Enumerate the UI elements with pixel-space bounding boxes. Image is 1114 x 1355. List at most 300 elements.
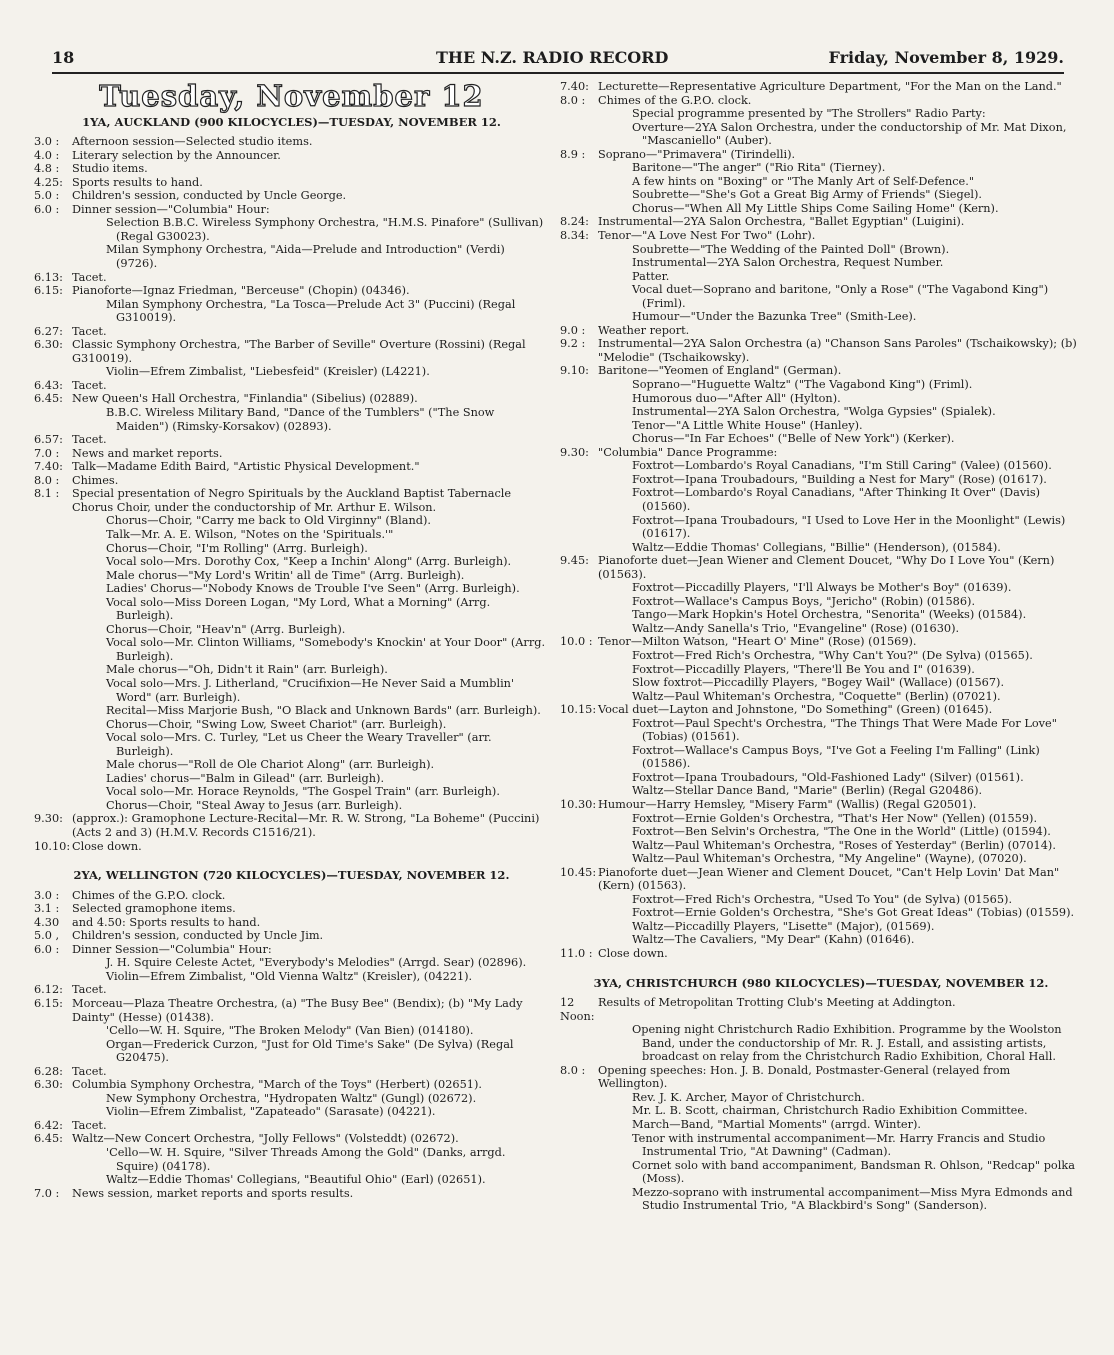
programme-time bbox=[34, 758, 72, 772]
programme-time bbox=[560, 310, 598, 324]
programme-time bbox=[34, 1092, 72, 1106]
programme-item bbox=[560, 1132, 1082, 1159]
programme-time bbox=[560, 107, 598, 121]
programme-item bbox=[560, 554, 1082, 581]
programme-text: Male chorus—"My Lord's Writin' all de Time" (Arrg. Burleigh). bbox=[106, 568, 465, 582]
programme-time bbox=[34, 785, 72, 799]
programme-time bbox=[34, 1105, 72, 1119]
programme-time: 6.42: bbox=[34, 1118, 63, 1132]
programme-text: Instrumental—2YA Salon Orchestra, Request Number. bbox=[632, 256, 944, 270]
programme-item bbox=[560, 215, 1082, 229]
programme-text: Foxtrot—Piccadilly Players, "I'll Always be Mother's Boy" (01639). bbox=[632, 581, 1012, 595]
programme-item bbox=[34, 542, 549, 556]
programme-time bbox=[560, 608, 598, 622]
programme-time bbox=[560, 405, 598, 419]
programme-text: New Symphony Orchestra, "Hydropaten Waltz" (Gungl) (02672). bbox=[106, 1091, 477, 1105]
programme-text: Instrumental—2YA Salon Orchestra (a) "Chanson Sans Paroles" (Tschaikowsky); (b) "Melodie" (Tschaikowsky). bbox=[598, 337, 1077, 364]
programme-text: 'Cello—W. H. Squire, "The Broken Melody" (Van Bien) (014180). bbox=[106, 1024, 474, 1038]
programme-text: Soprano—"Huguette Waltz" ("The Vagabond King") (Friml). bbox=[632, 378, 973, 392]
programme-item bbox=[560, 175, 1082, 189]
programme-item bbox=[560, 202, 1082, 216]
programme-time: 4.8 : bbox=[34, 162, 60, 176]
programme-time bbox=[560, 486, 598, 513]
programme-item bbox=[560, 649, 1082, 663]
programme-time: 3.0 : bbox=[34, 135, 60, 149]
programme-text: Opening night Christchurch Radio Exhibition. Programme by the Woolston Band, under the conductorship of Mr. R. J. Estall, and assisting artists, broadcast on relay from the Christchurch Radio Exhibition, Choral Hall. bbox=[632, 1023, 1062, 1064]
programme-item bbox=[34, 203, 549, 217]
programme-item bbox=[34, 365, 549, 379]
programme-text: News session, market reports and sports results. bbox=[72, 1186, 354, 1200]
programme-item bbox=[34, 1024, 549, 1038]
programme-time bbox=[560, 514, 598, 541]
programme-item bbox=[34, 983, 549, 997]
programme-text: Vocal solo—Mrs. Dorothy Cox, "Keep a Inchin' Along" (Arrg. Burleigh). bbox=[106, 555, 512, 569]
programme-time bbox=[560, 121, 598, 148]
programme-text: Violin—Efrem Zimbalist, "Zapateado" (Sarasate) (04221). bbox=[106, 1105, 436, 1119]
programme-text: Studio items. bbox=[72, 162, 148, 176]
programme-time bbox=[560, 378, 598, 392]
programme-time: 8.0 : bbox=[560, 93, 586, 107]
programme-time bbox=[34, 243, 72, 270]
programme-time bbox=[560, 649, 598, 663]
programme-text: Selection B.B.C. Wireless Symphony Orchestra, "H.M.S. Pinafore" (Sullivan) (Regal G30023). bbox=[106, 216, 544, 243]
programme-item bbox=[34, 271, 549, 285]
programme-item bbox=[560, 486, 1082, 513]
programme-text: Sports results to hand. bbox=[72, 175, 203, 189]
programme-item bbox=[34, 916, 549, 930]
programme-item bbox=[34, 1038, 549, 1065]
programme-time bbox=[560, 933, 598, 947]
programme-time: 8.9 : bbox=[560, 147, 586, 161]
programme-item bbox=[34, 460, 549, 474]
programme-item bbox=[560, 744, 1082, 771]
programme-item bbox=[560, 419, 1082, 433]
programme-item bbox=[34, 406, 549, 433]
programme-time bbox=[560, 771, 598, 785]
programme-text: Dinner session—"Columbia" Hour: bbox=[72, 202, 270, 216]
programme-item bbox=[34, 889, 549, 903]
programme-item bbox=[560, 947, 1082, 961]
programme-item bbox=[34, 528, 549, 542]
programme-time: 6.15: bbox=[34, 284, 63, 298]
programme-time: 6.0 : bbox=[34, 942, 60, 956]
programme-text: Vocal duet—Soprano and baritone, "Only a Rose" ("The Vagabond King") (Friml). bbox=[632, 283, 1049, 310]
programme-item bbox=[560, 1064, 1082, 1091]
programme-time: 9.45: bbox=[560, 554, 589, 568]
programme-text: Foxtrot—Lombardo's Royal Canadians, "After Thinking It Over" (Davis) (01560). bbox=[632, 486, 1041, 513]
programme-item bbox=[34, 1187, 549, 1201]
programme-time bbox=[560, 1091, 598, 1105]
programme-text: Tacet. bbox=[72, 1064, 107, 1078]
programme-item bbox=[34, 956, 549, 970]
programme-time bbox=[560, 812, 598, 826]
programme-item bbox=[560, 270, 1082, 284]
programme-time: 4.30 bbox=[34, 915, 60, 929]
programme-text: Vocal solo—Miss Doreen Logan, "My Lord, What a Morning" (Arrg. Burleigh). bbox=[106, 595, 491, 623]
programme-item bbox=[34, 176, 549, 190]
programme-text: Tenor—"A Love Nest For Two" (Lohr). bbox=[598, 229, 816, 243]
programme-time bbox=[34, 636, 72, 663]
programme-text: Foxtrot—Wallace's Campus Boys, "Jericho" (Robin) (01586). bbox=[632, 594, 976, 608]
programme-item bbox=[560, 1104, 1082, 1118]
programme-text: Vocal solo—Mr. Clinton Williams, "Somebody's Knockin' at Your Door" (Arrg. Burleigh). bbox=[106, 636, 546, 663]
programme-item bbox=[34, 623, 549, 637]
programme-time bbox=[560, 1159, 598, 1186]
programme-time: 3.0 : bbox=[34, 888, 60, 902]
programme-item bbox=[34, 555, 549, 569]
programme-item bbox=[560, 608, 1082, 622]
programme-text: J. H. Squire Celeste Actet, "Everybody's Melodies" (Arrgd. Sear) (02896). bbox=[106, 956, 527, 970]
programme-item bbox=[34, 636, 549, 663]
programme-time bbox=[34, 704, 72, 718]
programme-item bbox=[560, 933, 1082, 947]
programme-item bbox=[34, 1119, 549, 1133]
programme-time bbox=[560, 283, 598, 310]
programme-time: 11.0 : bbox=[560, 947, 593, 960]
programme-item bbox=[560, 893, 1082, 907]
programme-item bbox=[560, 703, 1082, 717]
programme-text: Tacet. bbox=[72, 1118, 107, 1132]
programme-time bbox=[560, 243, 598, 257]
programme-time bbox=[34, 1024, 72, 1038]
programme-item bbox=[560, 121, 1082, 148]
programme-item bbox=[560, 1118, 1082, 1132]
programme-text: Children's session, conducted by Uncle George. bbox=[72, 189, 347, 203]
programme-item bbox=[560, 243, 1082, 257]
programme-item bbox=[560, 906, 1082, 920]
programme-time bbox=[560, 839, 598, 853]
programme-text: A few hints on "Boxing" or "The Manly Art of Self-Defence." bbox=[632, 174, 975, 188]
programme-text: Vocal duet—Layton and Johnstone, "Do Something" (Green) (01645). bbox=[598, 703, 993, 717]
programme-time bbox=[560, 1118, 598, 1132]
programme-time: 10.30: bbox=[560, 797, 597, 811]
programme-text: Close down. bbox=[598, 947, 668, 960]
programme-text: Chorus—"In Far Echoes" ("Belle of New York") (Kerker). bbox=[632, 432, 955, 446]
programme-text: Close down. bbox=[72, 839, 142, 853]
programme-text: Ladies' Chorus—"Nobody Knows de Trouble I've Seen" (Arrg. Burleigh). bbox=[106, 582, 520, 596]
programme-time: 9.30: bbox=[34, 812, 63, 826]
programme-time: 6.57: bbox=[34, 433, 63, 447]
programme-text: Morceau—Plaza Theatre Orchestra, (a) "The Busy Bee" (Bendix); (b) "My Lady Dainty" (Hesse) (01438). bbox=[72, 997, 523, 1024]
programme-text: Violin—Efrem Zimbalist, "Old Vienna Waltz" (Kreisler), (04221). bbox=[106, 969, 473, 983]
programme-item bbox=[34, 663, 549, 677]
station-2ya-continued-section bbox=[560, 80, 1082, 971]
programme-item bbox=[34, 902, 549, 916]
programme-text: Tacet. bbox=[72, 983, 107, 997]
programme-time bbox=[560, 1132, 598, 1159]
station-2ya-section bbox=[34, 869, 549, 1200]
programme-time bbox=[34, 731, 72, 758]
programme-time bbox=[34, 1146, 72, 1173]
programme-item bbox=[560, 1091, 1082, 1105]
programme-text: Soubrette—"The Wedding of the Painted Doll" (Brown). bbox=[632, 242, 950, 256]
programme-text: Patter. bbox=[632, 269, 670, 283]
programme-time bbox=[34, 365, 72, 379]
programme-item bbox=[560, 812, 1082, 826]
programme-item bbox=[560, 324, 1082, 338]
programme-time bbox=[34, 555, 72, 569]
programme-text: Dinner Session—"Columbia" Hour: bbox=[72, 942, 272, 956]
programme-time bbox=[560, 717, 598, 744]
programme-time: 9.30: bbox=[560, 445, 589, 459]
programme-item bbox=[34, 596, 549, 623]
programme-item bbox=[560, 839, 1082, 853]
programme-text: Instrumental—2YA Salon Orchestra, "Ballet Egyptian" (Luigini). bbox=[598, 215, 965, 229]
programme-item bbox=[560, 1159, 1082, 1186]
programme-text: Waltz—Andy Sanella's Trio, "Evangeline" (Rose) (01630). bbox=[632, 621, 960, 635]
programme-time bbox=[560, 690, 598, 704]
programme-item bbox=[34, 284, 549, 298]
programme-text: Literary selection by the Announcer. bbox=[72, 148, 281, 162]
programme-item bbox=[560, 310, 1082, 324]
programme-text: Children's session, conducted by Uncle Jim. bbox=[72, 929, 324, 943]
programme-item bbox=[34, 433, 549, 447]
programme-text: Organ—Frederick Curzon, "Just for Old Time's Sake" (De Sylva) (Regal G20475). bbox=[106, 1037, 514, 1065]
programme-item bbox=[34, 189, 549, 203]
programme-time bbox=[34, 799, 72, 813]
programme-text: Foxtrot—Ipana Troubadours, "I Used to Love Her in the Moonlight" (Lewis) (01617). bbox=[632, 513, 1066, 541]
programme-text: Waltz—New Concert Orchestra, "Jolly Fellows" (Volsteddt) (02672). bbox=[72, 1132, 459, 1146]
programme-text: Instrumental—2YA Salon Orchestra, "Wolga Gypsies" (Spialek). bbox=[632, 405, 996, 419]
page-header bbox=[52, 48, 1064, 70]
programme-time bbox=[560, 1104, 598, 1118]
programme-text: Classic Symphony Orchestra, "The Barber of Seville" Overture (Rossini) (Regal G310019). bbox=[72, 338, 526, 365]
programme-text: Foxtrot—Ernie Golden's Orchestra, "That's Her Now" (Yellen) (01559). bbox=[632, 811, 1038, 825]
programme-time bbox=[34, 677, 72, 704]
programme-item bbox=[560, 784, 1082, 798]
programme-text: Tacet. bbox=[72, 270, 107, 284]
programme-item bbox=[34, 731, 549, 758]
header-rule bbox=[52, 72, 1064, 74]
programme-time: 6.0 : bbox=[34, 202, 60, 216]
programme-time: 5.0 : bbox=[34, 189, 60, 203]
programme-time: 7.40: bbox=[34, 460, 63, 474]
programme-text: Soprano—"Primavera" (Tirindelli). bbox=[598, 147, 796, 161]
programme-item bbox=[34, 772, 549, 786]
programme-text: Cornet solo with band accompaniment, Bandsman R. Ohlson, "Redcap" polka (Moss). bbox=[632, 1158, 1075, 1186]
programme-item bbox=[34, 997, 549, 1024]
programme-time: 6.12: bbox=[34, 983, 63, 997]
station-heading: 2YA, WELLINGTON (720 KILOCYCLES)—TUESDAY, NOVEMBER 12. bbox=[73, 868, 510, 883]
programme-item bbox=[34, 162, 549, 176]
programme-text: Chorus—Choir, "Steal Away to Jesus (arr. Burleigh). bbox=[106, 798, 403, 812]
station-heading: 1YA, AUCKLAND (900 KILOCYCLES)—TUESDAY, NOVEMBER 12. bbox=[82, 114, 501, 129]
programme-text: Tenor—Milton Watson, "Heart O' Mine" (Rose) (01569). bbox=[598, 635, 917, 649]
programme-text: Pianoforte duet—Jean Wiener and Clement Doucet, "Why Do I Love You" (Kern) (01563). bbox=[598, 554, 1055, 581]
programme-time: 8.0 : bbox=[560, 1063, 586, 1077]
programme-text: Lecturette—Representative Agriculture Department, "For the Man on the Land." bbox=[598, 80, 1062, 93]
programme-time bbox=[560, 188, 598, 202]
programme-time bbox=[560, 676, 598, 690]
day-title: Tuesday, November 12 bbox=[99, 79, 484, 113]
programme-time bbox=[560, 581, 598, 595]
programme-text: Tenor—"A Little White House" (Hanley). bbox=[632, 418, 863, 432]
programme-item bbox=[34, 392, 549, 406]
programme-text: Recital—Miss Marjorie Bush, "O Black and Unknown Bards" (arr. Burleigh). bbox=[106, 704, 541, 718]
programme-text: Chimes of the G.P.O. clock. bbox=[598, 93, 752, 107]
programme-text: Waltz—Stellar Dance Band, "Marie" (Berlin) (Regal G20486). bbox=[632, 784, 983, 798]
programme-time bbox=[560, 459, 598, 473]
programme-time bbox=[560, 852, 598, 866]
programme-text: Chorus—Choir, "I'm Rolling" (Arrg. Burleigh). bbox=[106, 541, 368, 555]
programme-text: Tenor with instrumental accompaniment—Mr. Harry Francis and Studio Instrumental Trio, "At Dawning" (Cadman). bbox=[632, 1131, 1046, 1159]
programme-text: Talk—Mr. A. E. Wilson, "Notes on the 'Spirituals.'" bbox=[106, 527, 394, 541]
programme-item bbox=[34, 298, 549, 325]
programme-text: Rev. J. K. Archer, Mayor of Christchurch. bbox=[632, 1090, 865, 1104]
programme-item bbox=[34, 325, 549, 339]
programme-item bbox=[560, 825, 1082, 839]
station-1ya-section bbox=[34, 116, 549, 864]
programme-item bbox=[34, 1146, 549, 1173]
programme-text: Special programme presented by "The Strollers" Radio Party: bbox=[632, 107, 986, 121]
programme-text: Foxtrot—Ernie Golden's Orchestra, "She's Got Great Ideas" (Tobias) (01559). bbox=[632, 906, 1075, 920]
programme-text: Chorus—Choir, "Swing Low, Sweet Chariot" (arr. Burleigh). bbox=[106, 717, 447, 731]
section-gap bbox=[34, 853, 549, 863]
programme-item bbox=[34, 840, 549, 854]
programme-item bbox=[560, 459, 1082, 473]
programme-item bbox=[560, 392, 1082, 406]
programme-item bbox=[560, 161, 1082, 175]
programme-item bbox=[560, 148, 1082, 162]
programme-item bbox=[560, 188, 1082, 202]
programme-text: Chimes. bbox=[72, 473, 119, 487]
programme-time bbox=[560, 893, 598, 907]
programme-item bbox=[34, 943, 549, 957]
programme-item bbox=[34, 447, 549, 461]
programme-text: Special presentation of Negro Spirituals by the Auckland Baptist Tabernacle Chorus Choir, under the conductorship of Mr. Arthur E. Wilson. bbox=[72, 487, 512, 514]
programme-time: 10.10: bbox=[34, 839, 71, 853]
programme-time: 6.43: bbox=[34, 378, 63, 392]
programme-text: Milan Symphony Orchestra, "La Tosca—Prelude Act 3" (Puccini) (Regal G310019). bbox=[106, 297, 516, 325]
programme-text: B.B.C. Wireless Military Band, "Dance of the Tumblers" ("The Snow Maiden") (Rimsky-Korsakov) (02893). bbox=[106, 406, 495, 433]
programme-text: Foxtrot—Piccadilly Players, "There'll Be You and I" (01639). bbox=[632, 662, 975, 676]
programme-item bbox=[34, 1173, 549, 1187]
programme-text: Selected gramophone items. bbox=[72, 902, 236, 916]
programme-time: 8.24: bbox=[560, 215, 589, 229]
programme-time: 6.45: bbox=[34, 392, 63, 406]
programme-item bbox=[560, 595, 1082, 609]
programme-item bbox=[560, 446, 1082, 460]
programme-text: Afternoon session—Selected studio items. bbox=[72, 135, 313, 149]
programme-time bbox=[34, 596, 72, 623]
programme-item bbox=[560, 771, 1082, 785]
programme-text: Results of Metropolitan Trotting Club's Meeting at Addington. bbox=[598, 996, 956, 1010]
programme-item bbox=[34, 812, 549, 839]
programme-text: Foxtrot—Fred Rich's Orchestra, "Why Can't You?" (De Sylva) (01565). bbox=[632, 648, 1033, 662]
programme-text: Vocal solo—Mrs. J. Litherland, "Crucifixion—He Never Said a Mumblin' Word" (arr. Burleigh). bbox=[106, 676, 515, 704]
programme-time: 10.0 : bbox=[560, 635, 593, 649]
programme-item bbox=[34, 718, 549, 732]
programme-text: Male chorus—"Roll de Ole Chariot Along" (arr. Burleigh). bbox=[106, 758, 435, 772]
programme-item bbox=[560, 94, 1082, 108]
programme-time: 8.34: bbox=[560, 229, 589, 243]
programme-text: Pianoforte—Ignaz Friedman, "Berceuse" (Chopin) (04346). bbox=[72, 284, 410, 298]
programme-text: Foxtrot—Ipana Troubadours, "Building a Nest for Mary" (Rose) (01617). bbox=[632, 472, 1047, 486]
programme-text: Waltz—Paul Whiteman's Orchestra, "Roses of Yesterday" (Berlin) (07014). bbox=[632, 838, 1056, 852]
programme-time bbox=[34, 298, 72, 325]
programme-text: Columbia Symphony Orchestra, "March of the Toys" (Herbert) (02651). bbox=[72, 1078, 482, 1092]
programme-text: Baritone—"Yeomen of England" (German). bbox=[598, 364, 842, 378]
programme-item bbox=[560, 405, 1082, 419]
programme-text: Vocal solo—Mr. Horace Reynolds, "The Gospel Train" (arr. Burleigh). bbox=[106, 785, 500, 799]
programme-time bbox=[560, 1023, 598, 1064]
programme-text: (approx.): Gramophone Lecture-Recital—Mr. R. W. Strong, "La Boheme" (Puccini) (Acts 2 and 3) (H.M.V. Records C1516/21). bbox=[72, 812, 540, 839]
programme-text: Waltz—Eddie Thomas' Collegians, "Billie" (Henderson), (01584). bbox=[632, 540, 1001, 554]
programme-time bbox=[34, 216, 72, 243]
programme-item bbox=[34, 379, 549, 393]
programme-time bbox=[560, 1186, 598, 1213]
programme-item bbox=[560, 541, 1082, 555]
programme-time: 9.10: bbox=[560, 364, 589, 378]
programme-time bbox=[560, 663, 598, 677]
programme-time bbox=[560, 825, 598, 839]
programme-time: 6.30: bbox=[34, 338, 63, 352]
programme-time: 7.0 : bbox=[34, 446, 60, 460]
programme-item bbox=[560, 690, 1082, 704]
programme-item bbox=[560, 635, 1082, 649]
programme-item bbox=[34, 569, 549, 583]
programme-text: Chorus—Choir, "Heav'n" (Arrg. Burleigh). bbox=[106, 622, 346, 636]
programme-item bbox=[34, 135, 549, 149]
programme-time bbox=[560, 392, 598, 406]
programme-item bbox=[34, 487, 549, 514]
programme-item bbox=[560, 514, 1082, 541]
programme-time: 5.0 , bbox=[34, 929, 60, 943]
programme-item bbox=[560, 378, 1082, 392]
programme-time: 6.45: bbox=[34, 1132, 63, 1146]
programme-text: Foxtrot—Ipana Troubadours, "Old-Fashioned Lady" (Silver) (01561). bbox=[632, 770, 1024, 784]
programme-time: 6.27: bbox=[34, 324, 63, 338]
programme-text: Chorus—Choir, "Carry me back to Old Virginny" (Bland). bbox=[106, 514, 431, 528]
programme-text: Humorous duo—"After All" (Hylton). bbox=[632, 391, 841, 405]
programme-item bbox=[560, 798, 1082, 812]
programme-time bbox=[34, 772, 72, 786]
programme-item bbox=[560, 364, 1082, 378]
programme-item bbox=[34, 1065, 549, 1079]
programme-time: 12 Noon: bbox=[560, 996, 595, 1023]
programme-text: Violin—Efrem Zimbalist, "Liebesfeid" (Kreisler) (L4221). bbox=[106, 365, 430, 379]
programme-time bbox=[34, 1038, 72, 1065]
programme-text: Soubrette—"She's Got a Great Big Army of Friends" (Siegel). bbox=[632, 188, 982, 202]
programme-text: Milan Symphony Orchestra, "Aida—Prelude and Introduction" (Verdi) (9726). bbox=[106, 243, 505, 271]
programme-text: New Queen's Hall Orchestra, "Finlandia" (Sibelius) (02889). bbox=[72, 392, 418, 406]
programme-time bbox=[34, 406, 72, 433]
programme-time bbox=[560, 906, 598, 920]
issue-date: Friday, November 8, 1929. bbox=[828, 48, 1064, 67]
programme-item bbox=[560, 432, 1082, 446]
programme-text: Foxtrot—Paul Specht's Orchestra, "The Things That Were Made For Love" (Tobias) (01561). bbox=[632, 716, 1057, 744]
programme-time: 10.45: bbox=[560, 865, 597, 879]
programme-text: Mr. L. B. Scott, chairman, Christchurch Radio Exhibition Committee. bbox=[632, 1104, 1028, 1118]
programme-time bbox=[560, 432, 598, 446]
programme-item bbox=[34, 474, 549, 488]
programme-time: 8.1 : bbox=[34, 487, 60, 501]
programme-item bbox=[560, 80, 1082, 94]
programme-text: Baritone—"The anger" ("Rio Rita" (Tierney). bbox=[632, 161, 886, 175]
programme-time: 9.0 : bbox=[560, 323, 586, 337]
programme-item bbox=[560, 676, 1082, 690]
programme-item bbox=[34, 1105, 549, 1119]
programme-item bbox=[34, 216, 549, 243]
programme-item bbox=[560, 852, 1082, 866]
programme-time bbox=[34, 514, 72, 528]
programme-text: Foxtrot—Lombardo's Royal Canadians, "I'm Still Caring" (Valee) (01560). bbox=[632, 459, 1052, 473]
programme-time bbox=[560, 256, 598, 270]
programme-time bbox=[34, 582, 72, 596]
programme-time bbox=[34, 569, 72, 583]
programme-time bbox=[34, 623, 72, 637]
programme-text: Talk—Madame Edith Baird, "Artistic Physical Development." bbox=[72, 460, 420, 474]
